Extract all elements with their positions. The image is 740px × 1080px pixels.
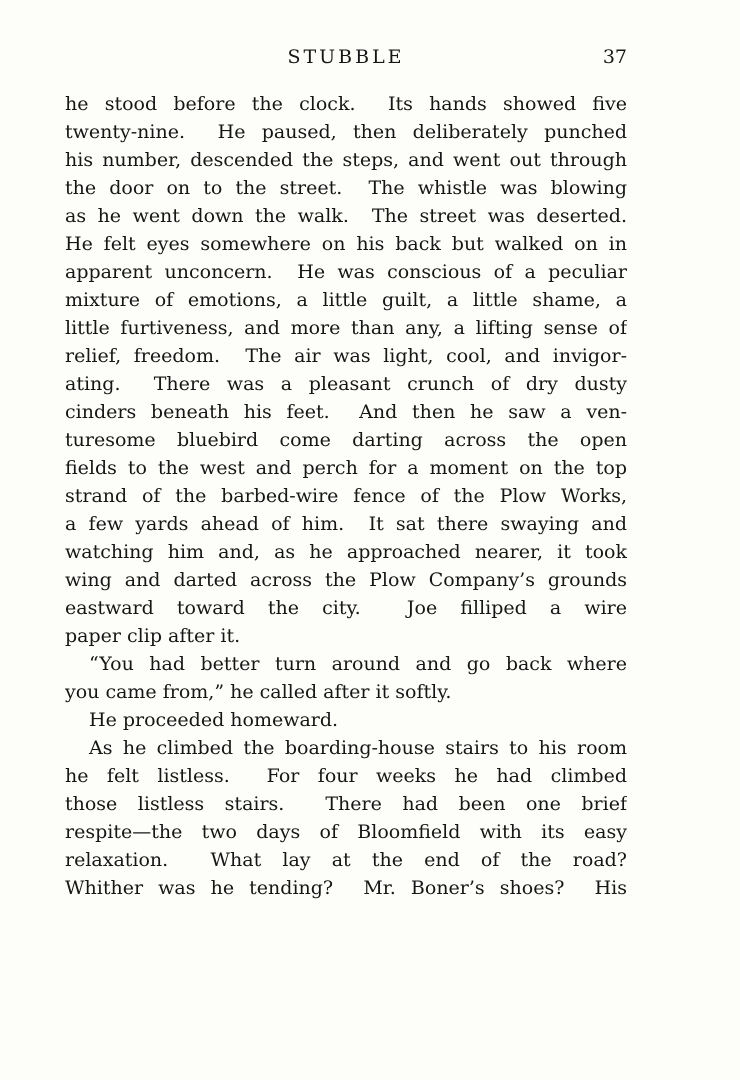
text-line: strand of the barbed-wire fence of the Plow Works, xyxy=(65,485,627,507)
text-line: watching him and, as he approached nearer, it took xyxy=(65,541,627,563)
text-line: paper clip after it. xyxy=(65,625,241,647)
text-line: turesome bluebird come darting across the open xyxy=(65,429,627,451)
text-line: Whither was he tending? Mr. Boner’s shoes? His xyxy=(65,877,627,899)
text-line: a few yards ahead of him. It sat there swaying and xyxy=(65,513,627,535)
text-line: his number, descended the steps, and went out through xyxy=(65,149,627,171)
text-line: twenty-nine. He paused, then deliberately punched xyxy=(65,121,627,143)
paragraph xyxy=(65,706,627,734)
text-line: mixture of emotions, a little guilt, a little shame, a xyxy=(65,289,627,311)
text-line: cinders beneath his feet. And then he saw a ven- xyxy=(65,401,627,423)
text-line: As he climbed the boarding-house stairs to his room xyxy=(89,737,627,759)
page-body xyxy=(65,90,627,902)
paragraph xyxy=(65,734,627,902)
text-line: fields to the west and perch for a moment on the top xyxy=(65,457,627,479)
text-line: relief, freedom. The air was light, cool, and invigor- xyxy=(65,345,627,367)
text-line: ating. There was a pleasant crunch of dry dusty xyxy=(65,373,627,395)
text-line: eastward toward the city. Joe filliped a wire xyxy=(65,597,627,619)
page-content xyxy=(65,46,627,902)
text-line: apparent unconcern. He was conscious of a peculiar xyxy=(65,261,627,283)
running-header xyxy=(65,46,627,74)
text-line: he felt listless. For four weeks he had climbed xyxy=(65,765,627,787)
text-line: relaxation. What lay at the end of the road? xyxy=(65,849,627,871)
text-line: “You had better turn around and go back where xyxy=(89,653,627,675)
text-line: little furtiveness, and more than any, a lifting sense of xyxy=(65,317,627,339)
text-line: wing and darted across the Plow Company’s grounds xyxy=(65,569,627,591)
text-line: respite—the two days of Bloomfield with its easy xyxy=(65,821,627,843)
running-title: STUBBLE xyxy=(287,46,405,68)
text-line: those listless stairs. There had been one brief xyxy=(65,793,627,815)
text-line: He proceeded homeward. xyxy=(89,709,339,731)
text-line: He felt eyes somewhere on his back but walked on in xyxy=(65,233,627,255)
text-line: the door on to the street. The whistle was blowing xyxy=(65,177,627,199)
text-line: he stood before the clock. Its hands showed five xyxy=(65,93,627,115)
text-line: as he went down the walk. The street was deserted. xyxy=(65,205,627,227)
paragraph xyxy=(65,90,627,650)
paragraph xyxy=(65,650,627,706)
text-line: you came from,” he called after it softly. xyxy=(65,681,452,703)
page-number: 37 xyxy=(602,46,627,68)
